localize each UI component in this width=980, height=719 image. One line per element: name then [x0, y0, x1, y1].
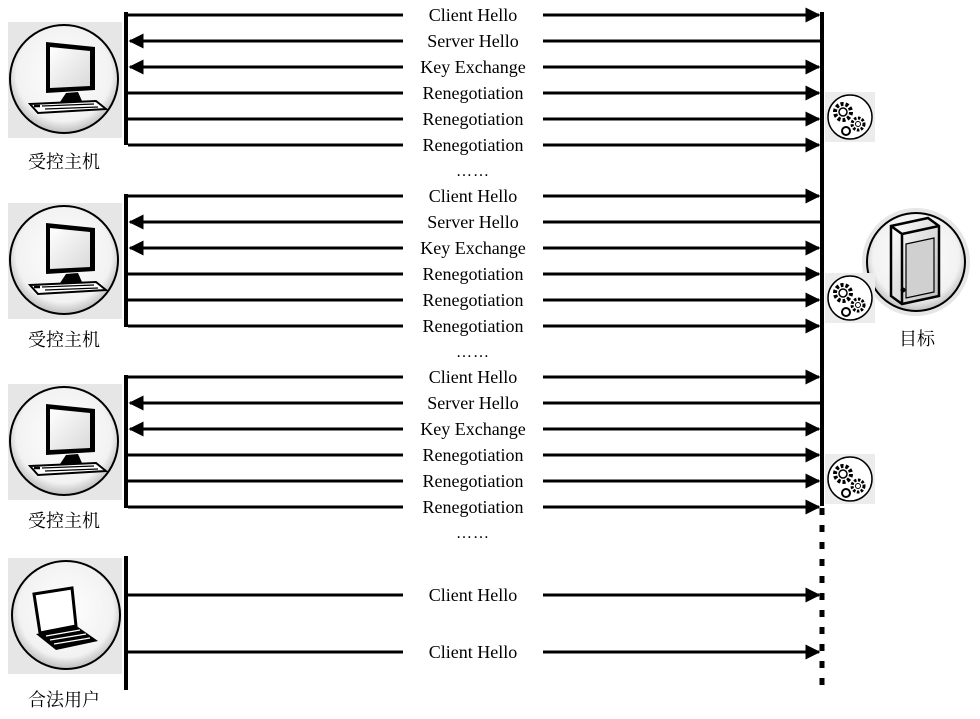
message-arrow — [128, 109, 819, 129]
message-label: Client Hello — [428, 186, 518, 206]
message-label: Server Hello — [427, 212, 519, 232]
message-arrow — [128, 585, 819, 605]
message-arrow — [128, 83, 819, 103]
message-arrow — [130, 238, 819, 258]
ellipsis: …… — [456, 525, 490, 542]
ellipsis: …… — [456, 163, 490, 180]
message-arrow — [130, 393, 820, 413]
server-icon — [862, 208, 970, 316]
message-label: Renegotiation — [422, 264, 524, 284]
message-label: Renegotiation — [422, 471, 524, 491]
message-label: Renegotiation — [422, 445, 524, 465]
attack-group-2 — [8, 186, 875, 361]
desktop-computer-icon — [8, 22, 122, 138]
message-label: Client Hello — [428, 642, 518, 662]
message-label: Key Exchange — [420, 419, 526, 439]
host-label: 受控主机 — [28, 152, 100, 173]
message-arrow — [130, 419, 819, 439]
legit-user-group — [8, 556, 819, 711]
message-arrow — [128, 445, 819, 465]
host-node-2 — [8, 203, 122, 351]
message-label: Key Exchange — [420, 57, 526, 77]
message-label: Renegotiation — [422, 83, 524, 103]
message-arrow — [130, 31, 820, 51]
laptop-icon — [8, 558, 122, 674]
message-arrow — [128, 497, 819, 517]
message-label: Renegotiation — [422, 316, 524, 336]
message-arrow — [128, 642, 819, 662]
host-label: 受控主机 — [28, 511, 100, 532]
message-label: Server Hello — [427, 393, 519, 413]
message-arrow — [130, 212, 820, 232]
message-arrow — [128, 290, 819, 310]
message-label: Client Hello — [428, 367, 518, 387]
message-arrow — [128, 316, 819, 336]
target-label: 目标 — [899, 329, 935, 350]
attack-group-3 — [8, 367, 875, 542]
gears-icon — [825, 454, 875, 504]
message-label: Server Hello — [427, 31, 519, 51]
message-label: Client Hello — [428, 5, 518, 25]
message-label: Renegotiation — [422, 109, 524, 129]
message-arrow — [128, 367, 819, 387]
legit-user-label: 合法用户 — [28, 690, 100, 711]
message-arrow — [128, 264, 819, 284]
gears-icon — [825, 273, 875, 323]
host-node-1 — [8, 22, 122, 173]
message-arrow — [128, 471, 819, 491]
attack-group-1 — [8, 5, 875, 180]
message-arrow — [130, 57, 819, 77]
legit-user-node — [8, 558, 122, 711]
target-node — [862, 208, 970, 350]
desktop-computer-icon — [8, 203, 122, 319]
host-node-3 — [8, 384, 122, 532]
message-arrow — [128, 135, 819, 155]
message-label: Key Exchange — [420, 238, 526, 258]
message-arrow — [128, 5, 819, 25]
message-label: Renegotiation — [422, 135, 524, 155]
ellipsis: …… — [456, 344, 490, 361]
gears-icon — [825, 92, 875, 142]
message-label: Renegotiation — [422, 497, 524, 517]
message-label: Client Hello — [428, 585, 518, 605]
desktop-computer-icon — [8, 384, 122, 500]
host-label: 受控主机 — [28, 330, 100, 351]
message-arrow — [128, 186, 819, 206]
message-label: Renegotiation — [422, 290, 524, 310]
